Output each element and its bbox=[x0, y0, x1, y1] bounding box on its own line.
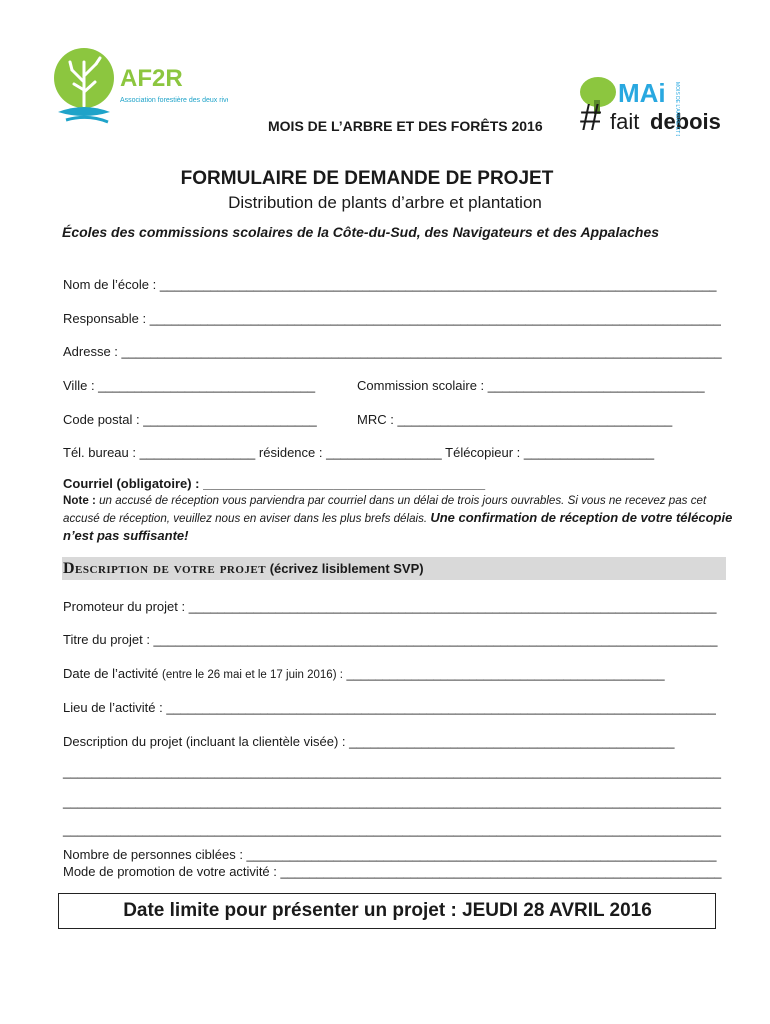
note-paragraph bbox=[63, 492, 733, 545]
field-telephone[interactable]: Tél. bureau : ________________ résidence : ________________ Télécopieur : __________________ bbox=[63, 445, 655, 460]
blank-line-2[interactable]: ___________________________________________________________________________________________ bbox=[63, 794, 721, 809]
deadline-text: Date limite pour présenter un projet : JEUDI 28 AVRIL 2016 bbox=[123, 900, 652, 921]
field-lieu[interactable]: Lieu de l’activité : ____________________________________________________________________________ bbox=[63, 700, 716, 715]
date-hint: (entre le 26 mai et le 17 juin 2016) : bbox=[162, 669, 343, 681]
field-ville[interactable]: Ville : ______________________________ bbox=[63, 378, 316, 393]
field-personnes-ciblees[interactable]: Nombre de personnes ciblées : _________________________________________________________________ bbox=[63, 847, 717, 862]
form-title: FORMULAIRE DE DEMANDE DE PROJET bbox=[180, 168, 554, 189]
section-title-sub: (écrivez lisiblement SVP) bbox=[266, 561, 424, 576]
mai-side-text: MOIS DE L'ARBRE ET DES FORÊTS bbox=[674, 82, 680, 136]
field-promoteur[interactable]: Promoteur du projet : _________________________________________________________________________ bbox=[63, 599, 717, 614]
field-ecole[interactable]: Nom de l’école : _____________________________________________________________________________ bbox=[63, 277, 717, 292]
field-responsable[interactable]: Responsable : _______________________________________________________________________________ bbox=[63, 311, 721, 326]
month-title: MOIS DE L’ARBRE ET DES FORÊTS 2016 bbox=[268, 118, 543, 134]
date-label: Date de l’activité bbox=[63, 666, 162, 681]
note-confirmation: Une confirmation de réception de votre télécopie n’est pas suffisante! bbox=[63, 510, 733, 543]
blank-line-1[interactable]: ___________________________________________________________________________________________ bbox=[63, 764, 721, 779]
date-line: ____________________________________________ bbox=[342, 666, 665, 681]
note-text: un accusé de réception vous parviendra par courriel dans un délai de trois jours ouvrables. Si vous ne recevez pas cet accusé de réception, veuillez nous en aviser dans les plus brefs délais. bbox=[63, 494, 707, 525]
field-commission-scolaire[interactable]: Commission scolaire : ______________________________ bbox=[357, 378, 705, 393]
form-subtitle: Distribution de plants d’arbre et plantation bbox=[228, 193, 542, 212]
field-date-activite[interactable] bbox=[63, 666, 665, 681]
hashtag-glyph: # bbox=[580, 97, 602, 136]
field-mode-promotion[interactable]: Mode de promotion de votre activité : _____________________________________________________________ bbox=[63, 864, 722, 879]
debois-text: debois bbox=[650, 109, 721, 134]
blank-line-3[interactable]: ___________________________________________________________________________________________ bbox=[63, 822, 721, 837]
mai-faitdebois-logo bbox=[572, 72, 732, 136]
fait-text: fait bbox=[610, 109, 640, 134]
field-titre[interactable]: Titre du projet : ______________________________________________________________________________ bbox=[63, 632, 718, 647]
note-label: Note : bbox=[63, 494, 96, 507]
field-code-postal[interactable]: Code postal : ________________________ bbox=[63, 412, 317, 427]
section-title bbox=[63, 560, 424, 578]
field-mrc[interactable]: MRC : ______________________________________ bbox=[357, 412, 673, 427]
af2r-logo-subtext: Association forestière des deux rives bbox=[120, 97, 228, 104]
af2r-logo-text: AF2R bbox=[120, 65, 183, 92]
schools-heading: Écoles des commissions scolaires de la Côte-du-Sud, des Navigateurs et des Appalaches bbox=[62, 224, 660, 240]
af2r-logo bbox=[48, 44, 228, 134]
field-courriel[interactable]: Courriel (obligatoire) : _______________________________________ bbox=[63, 476, 486, 491]
mai-text: MAi bbox=[618, 78, 666, 108]
section-title-main: Description de votre projet bbox=[63, 560, 267, 577]
field-description[interactable]: Description du projet (incluant la clientèle visée) : _____________________________________________ bbox=[63, 734, 675, 749]
field-adresse[interactable]: Adresse : ___________________________________________________________________________________ bbox=[63, 344, 722, 359]
